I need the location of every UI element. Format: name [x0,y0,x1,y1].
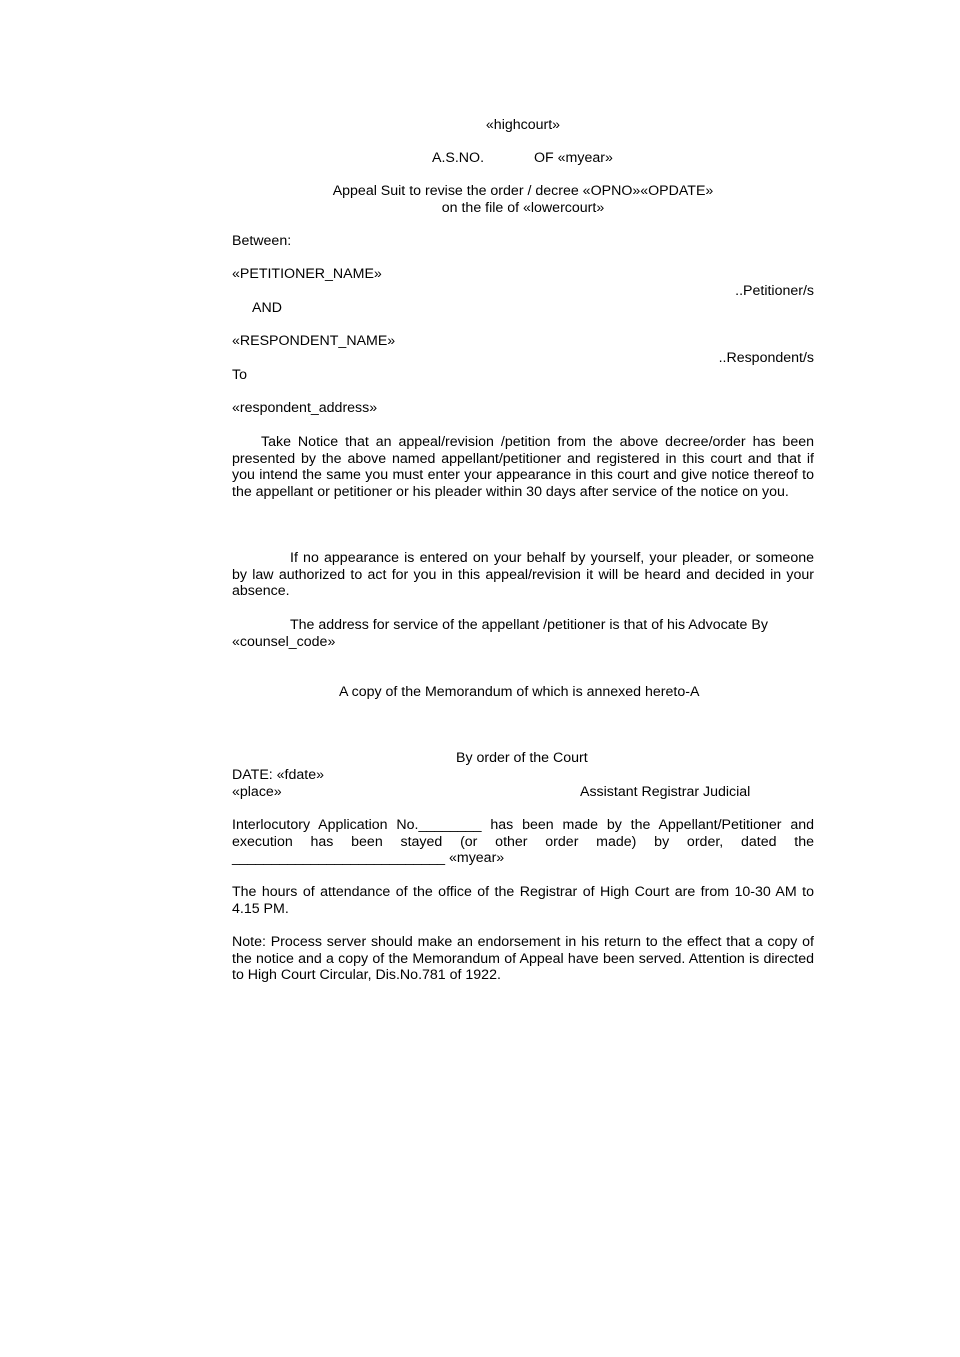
appeal-title-line2: on the file of «lowercourt» [441,200,605,216]
between-label: Between: [232,233,292,249]
process-server-note: Note: Process server should make an endorsement in his return to the effect that a copy of the notice and a copy of the Memorandum of Appeal have been served. Attention is directed to High Court Circular, Dis.No.781 of 1922. [232,934,814,984]
court-name: «highcourt» [485,117,561,133]
and-label: AND [252,300,282,316]
to-label: To [232,367,247,383]
petitioner-role: ..Petitioner/s [735,283,814,299]
interlocutory-paragraph: Interlocutory Application No.________ has been made by the Appellant/Petitioner and execution has been stayed (or other order made) by order, dated the ___________________________ «myear» [232,817,814,867]
place-line: «place» [232,784,282,800]
respondent-name: «RESPONDENT_NAME» [232,333,396,349]
registrar-title: Assistant Registrar Judicial [580,784,751,800]
notice-paragraph: Take Notice that an appeal/revision /petition from the above decree/order has been presented by the above named appellant/petitioner and registered in this court and that if you intend the same you must enter your appearance in this court and give notice thereof to the appellant or petitioner or his pleader within 30 days after service of the notice on you. [232,434,814,500]
respondent-role: ..Respondent/s [718,350,814,366]
respondent-address: «respondent_address» [232,400,378,416]
appearance-paragraph: If no appearance is entered on your behalf by yourself, your pleader, or someone by law authorized to act for you in this appeal/revision it will be heard and decided in your absence. [232,550,814,600]
date-line: DATE: «fdate» [232,767,325,783]
address-paragraph: The address for service of the appellant /petitioner is that of his Advocate By «counsel_code» [232,617,768,650]
case-number-label: A.S.NO. [432,150,485,166]
petitioner-name: «PETITIONER_NAME» [232,266,382,282]
by-order-line: By order of the Court [456,750,588,766]
office-hours-paragraph: The hours of attendance of the office of the Registrar of High Court are from 10-30 AM to 4.15 PM. [232,884,814,917]
memorandum-line: A copy of the Memorandum of which is annexed hereto-A [339,684,700,700]
appeal-title-line1: Appeal Suit to revise the order / decree «OPNO»«OPDATE» [332,183,714,199]
case-year: OF «myear» [534,150,613,166]
